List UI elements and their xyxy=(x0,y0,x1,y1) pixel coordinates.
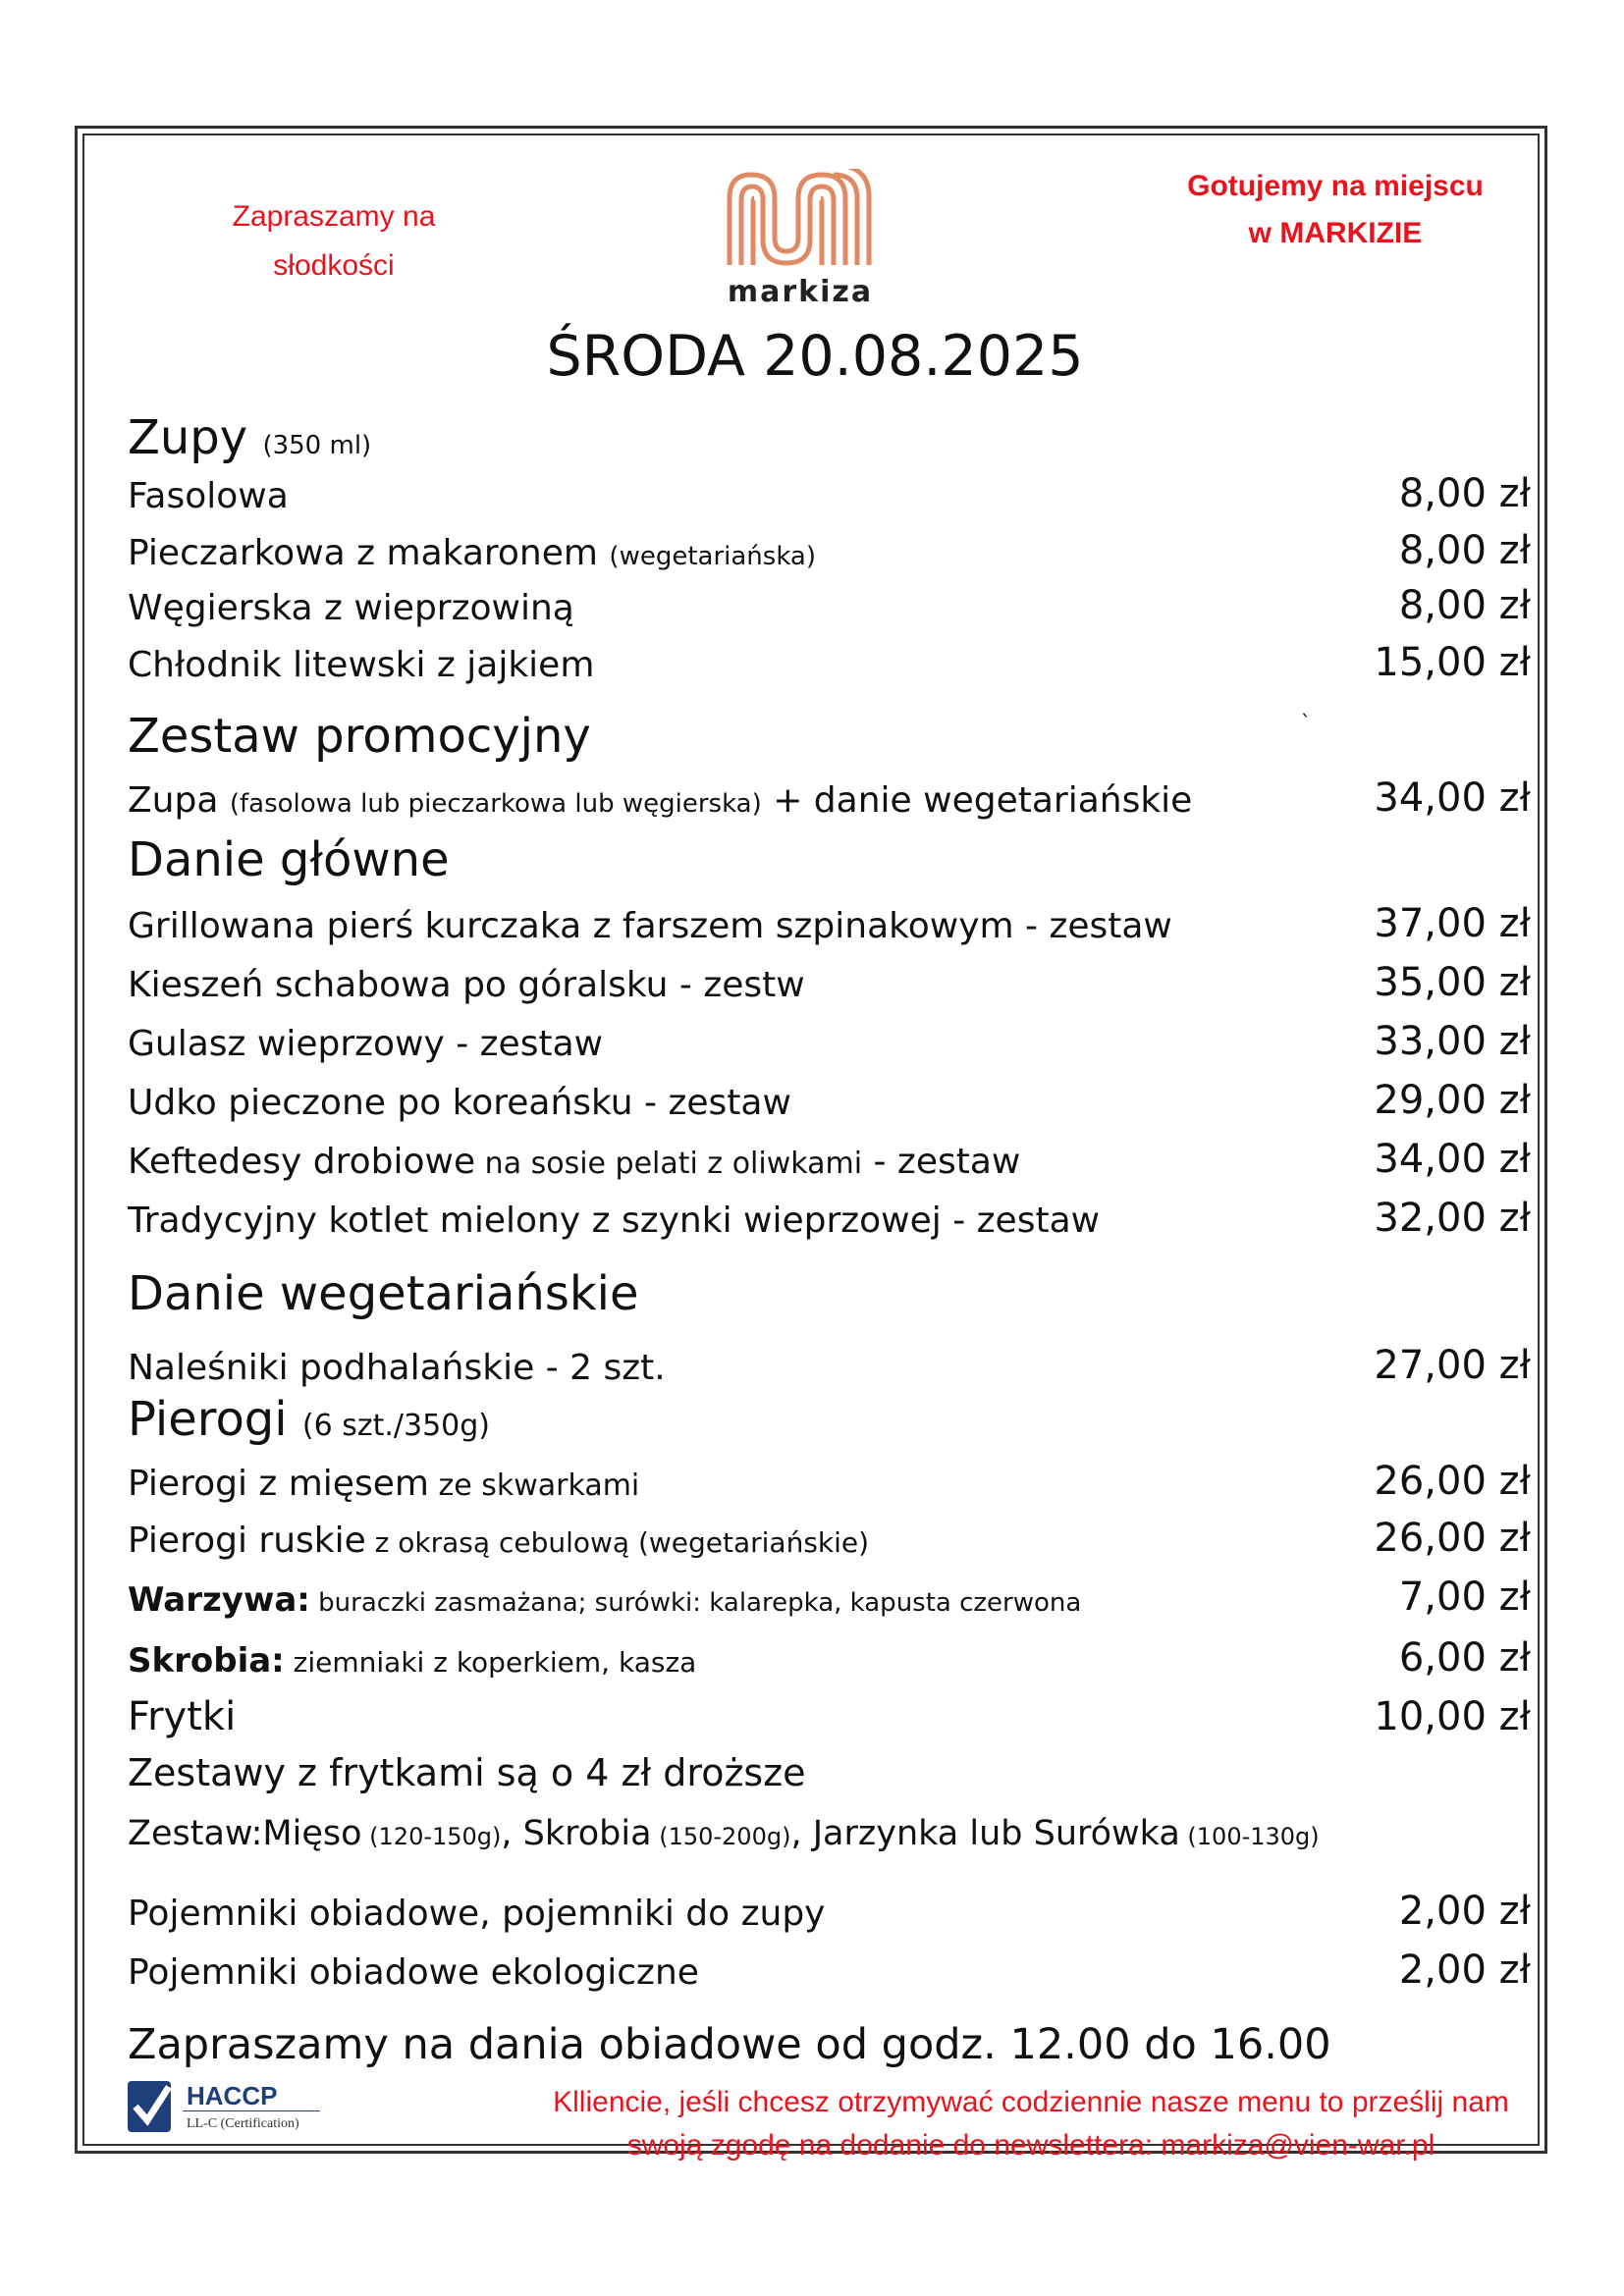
fries-note xyxy=(128,1737,1537,1794)
newsletter-line-2: swoją zgodę na dodanie do newslettera: markiza@vien-war.pl xyxy=(626,2129,1435,2162)
item-name: Kieszeń schabowa po góralsku - zestw xyxy=(128,965,805,1005)
item-name: Chłodnik litewski z jajkiem xyxy=(128,645,595,685)
section-pierogi xyxy=(128,1386,1537,1447)
section-title: Pierogi (6 szt./350g) xyxy=(128,1392,490,1447)
item-note: z okrasą cebulową (wegetariańskie) xyxy=(365,1526,870,1559)
menu-item xyxy=(128,571,1537,628)
cooking-note-line-2: w MARKIZIE xyxy=(1248,217,1423,249)
menu-item xyxy=(128,628,1537,685)
item-name: Gulasz wieprzowy - zestaw xyxy=(128,1024,604,1064)
item-name: Naleśniki podhalańskie - 2 szt. xyxy=(128,1348,666,1388)
item-name: Skrobia: ziemniaki z koperkiem, kasza xyxy=(128,1641,697,1681)
newsletter-note xyxy=(412,2081,1624,2167)
item-note: (fasolowa lub pieczarkowa lub węgierska) xyxy=(229,789,762,819)
section-promo xyxy=(128,701,1537,764)
item-note: buraczki zasmażana; surówki: kalarepka, kapusta czerwona xyxy=(309,1588,1082,1618)
item-name: Pierogi ruskie z okrasą cebulową (wegetariańskie) xyxy=(128,1521,870,1561)
sweets-note-line-1: Zapraszamy na xyxy=(232,200,436,233)
item-note: ze skwarkami xyxy=(428,1468,640,1503)
item-name: Pojemniki obiadowe, pojemniki do zupy xyxy=(128,1894,826,1934)
sweets-note-line-2: słodkości xyxy=(273,249,395,282)
item-name: Frytki xyxy=(128,1694,237,1739)
section-note: (6 szt./350g) xyxy=(301,1409,490,1443)
menu-item xyxy=(128,1066,1537,1123)
section-veg xyxy=(128,1258,1537,1321)
section-title: Danie główne xyxy=(128,832,450,887)
haccp-title: HACCP xyxy=(187,2081,278,2110)
opening-hours xyxy=(128,2006,1537,2069)
item-price: 8,00 zł xyxy=(1398,583,1531,628)
item-price: 34,00 zł xyxy=(1374,1137,1531,1182)
menu-date-title: ŚRODA 20.08.2025 xyxy=(546,324,1084,389)
item-price: 37,00 zł xyxy=(1374,901,1531,946)
menu-item xyxy=(128,1682,1537,1739)
item-price: 29,00 zł xyxy=(1374,1078,1531,1123)
menu-item xyxy=(128,1563,1537,1620)
item-note: (wegetariańska) xyxy=(609,542,816,571)
item-price: 8,00 zł xyxy=(1398,471,1531,516)
item-price: 26,00 zł xyxy=(1374,1516,1531,1561)
section-soups xyxy=(128,404,1537,465)
item-name: Pojemniki obiadowe ekologiczne xyxy=(128,1952,699,1993)
haccp-badge xyxy=(126,2077,322,2140)
item-name: Tradycyjny kotlet mielony z szynki wieprzowej - zestaw xyxy=(128,1201,1101,1241)
item-price: 8,00 zł xyxy=(1398,528,1531,573)
item-price: 32,00 zł xyxy=(1374,1196,1531,1241)
item-price: 26,00 zł xyxy=(1374,1459,1531,1504)
set-composition xyxy=(128,1796,1537,1853)
menu-item xyxy=(128,948,1537,1005)
item-price: 2,00 zł xyxy=(1398,1948,1531,1993)
menu-item xyxy=(128,1007,1537,1064)
item-price: 15,00 zł xyxy=(1374,640,1531,685)
menu-item xyxy=(128,1504,1537,1561)
menu-item xyxy=(128,1624,1537,1681)
item-note: na sosie pelati z oliwkami xyxy=(475,1147,863,1181)
item-name: Zupa (fasolowa lub pieczarkowa lub węgierska) + danie wegetariańskie xyxy=(128,780,1193,821)
item-price: 7,00 zł xyxy=(1398,1575,1531,1620)
cooking-note xyxy=(1139,163,1532,257)
item-name: Zestaw:Mięso (120-150g), Skrobia (150-200g), Jarzynka lub Surówka (100-130g) xyxy=(128,1814,1320,1853)
cooking-note-line-1: Gotujemy na miejscu xyxy=(1187,170,1484,202)
sweets-note xyxy=(187,192,481,291)
item-name: Pieczarkowa z makaronem (wegetariańska) xyxy=(128,533,816,573)
item-price: 33,00 zł xyxy=(1374,1019,1531,1064)
logo-text: markiza xyxy=(727,275,874,309)
menu-item xyxy=(128,1877,1537,1934)
newsletter-line-1: Klliencie, jeśli chcesz otrzymywać codziennie nasze menu to prześlij nam xyxy=(553,2086,1509,2118)
hours-text: Zapraszamy na dania obiadowe od godz. 12.00 do 16.00 xyxy=(128,2020,1331,2069)
item-price: 27,00 zł xyxy=(1374,1343,1531,1388)
item-name: Warzywa: buraczki zasmażana; surówki: kalarepka, kapusta czerwona xyxy=(128,1580,1082,1620)
item-price: 34,00 zł xyxy=(1374,775,1531,821)
item-price: 6,00 zł xyxy=(1398,1635,1531,1681)
item-name: Fasolowa xyxy=(128,476,289,516)
item-name: Udko pieczone po koreańsku - zestaw xyxy=(128,1083,791,1123)
item-price: 10,00 zł xyxy=(1374,1694,1531,1739)
item-note: ziemniaki z koperkiem, kasza xyxy=(284,1646,697,1679)
item-name: Keftedesy drobiowe na sosie pelati z oliwkami - zestaw xyxy=(128,1142,1021,1182)
menu-item xyxy=(128,764,1537,821)
menu-item xyxy=(128,516,1537,573)
haccp-subtitle: LL-C (Certification) xyxy=(187,2116,299,2131)
menu-item xyxy=(128,1331,1537,1388)
markiza-logo-icon xyxy=(722,169,879,271)
section-mains xyxy=(128,827,1537,887)
section-note: (350 ml) xyxy=(262,431,372,460)
menu-item xyxy=(128,1184,1537,1241)
stray-mark: ` xyxy=(1301,711,1311,734)
menu-item xyxy=(128,889,1537,946)
menu-item xyxy=(128,459,1537,516)
menu-item xyxy=(128,1125,1537,1182)
item-name: Grillowana pierś kurczaka z farszem szpinakowym - zestaw xyxy=(128,906,1172,946)
section-title: Zupy (350 ml) xyxy=(128,410,372,465)
item-price: 2,00 zł xyxy=(1398,1889,1531,1934)
haccp-divider xyxy=(183,2110,320,2111)
item-name: Pierogi z mięsem ze skwarkami xyxy=(128,1464,640,1504)
haccp-check-icon xyxy=(126,2077,175,2136)
section-title: Zestaw promocyjny xyxy=(128,709,591,764)
section-title: Danie wegetariańskie xyxy=(128,1266,639,1321)
item-price: 35,00 zł xyxy=(1374,960,1531,1005)
item-name: Węgierska z wieprzowiną xyxy=(128,588,574,628)
item-name: Zestawy z frytkami są o 4 zł droższe xyxy=(128,1751,806,1794)
menu-item xyxy=(128,1936,1537,1993)
menu-item xyxy=(128,1447,1537,1504)
